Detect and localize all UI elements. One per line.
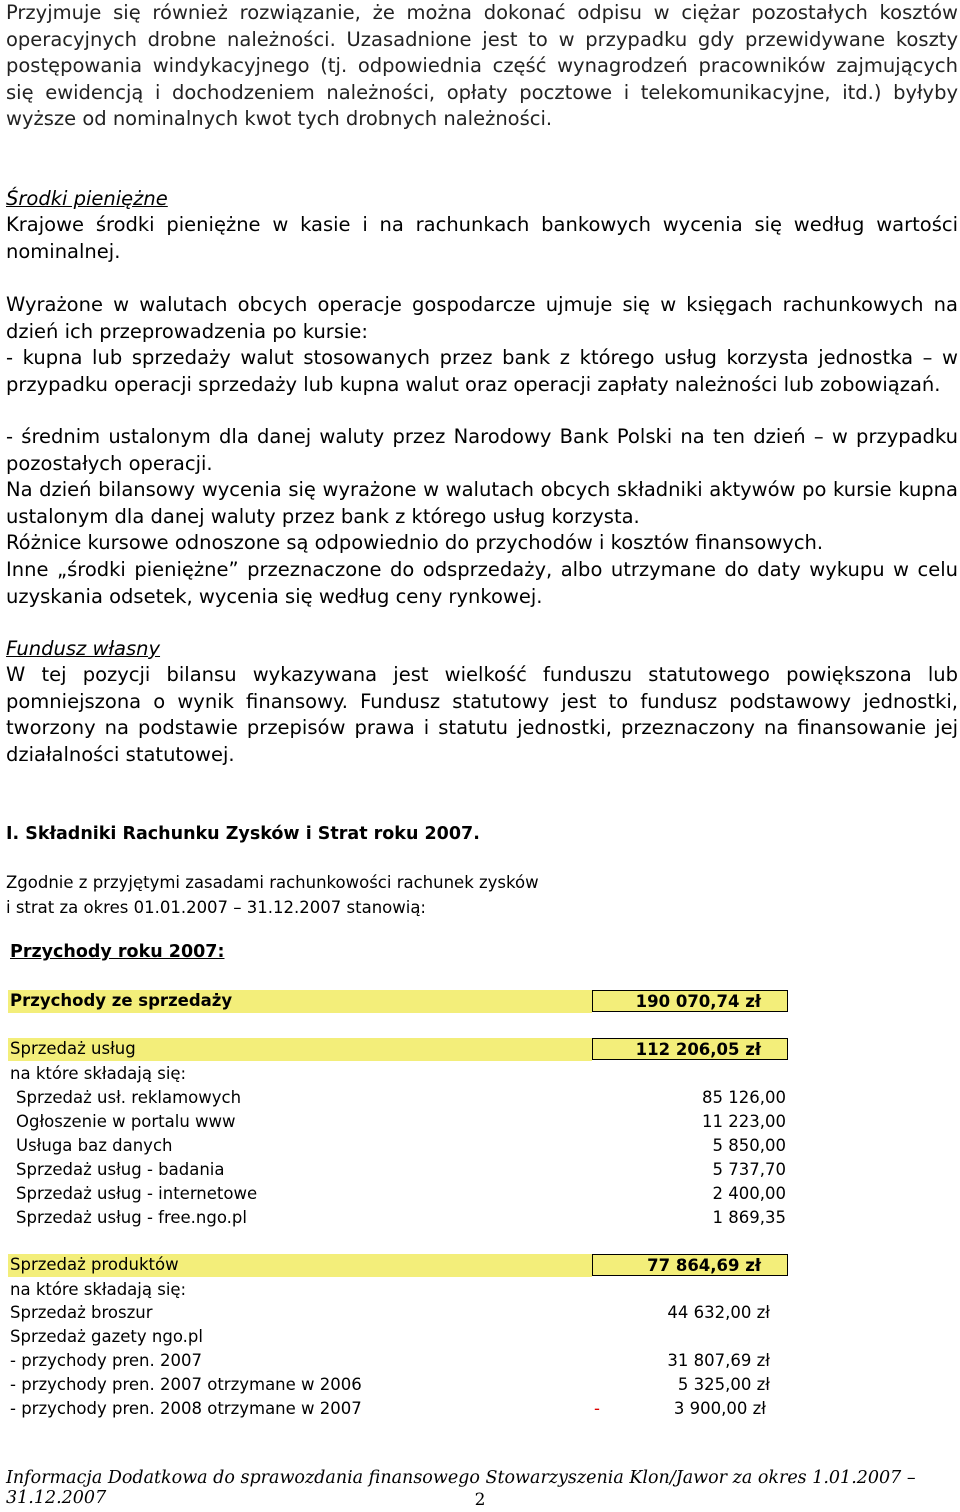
row-sales-total <box>0 990 960 1014</box>
table-row <box>0 1327 960 1351</box>
item-value: 11 223,00 <box>702 1112 786 1131</box>
item-label: Sprzedaż usług - internetowe <box>16 1184 258 1203</box>
row-composed-of <box>0 1064 960 1088</box>
paragraph-cash: Krajowe środki pieniężne w kasie i na rachunkach bankowych wycenia się według wartości nominalnej. <box>6 213 958 263</box>
section-title: I. Składniki Rachunku Zysków i Strat roku 2007. <box>6 824 480 844</box>
paragraph-fx-1: Wyrażone w walutach obcych operacje gospodarcze ujmuje się w księgach rachunkowych na dzień ich przeprowadzenia po kursie: <box>6 293 958 343</box>
item-value: 31 807,69 zł <box>667 1351 770 1370</box>
table-row <box>0 1136 960 1160</box>
item-value: 85 126,00 <box>702 1088 786 1107</box>
paragraph-fx-4: Na dzień bilansowy wycenia się wyrażone w walutach obcych składniki aktywów po kursie kupna ustalonym dla danej waluty przez bank z którego usług korzysta. <box>6 478 958 528</box>
item-label: Sprzedaż usług - free.ngo.pl <box>16 1208 247 1227</box>
item-value: 44 632,00 zł <box>667 1303 770 1322</box>
table-row <box>0 1399 960 1423</box>
page-number: 2 <box>474 1490 486 1510</box>
table-row <box>0 1375 960 1399</box>
paragraph-fx-2: - kupna lub sprzedaży walut stosowanych przez bank z którego usług korzysta jednostka – w przypadku operacji sprzedaży lub kupna walut oraz operacji zapłaty należności lub zobowiązań. <box>6 346 958 396</box>
table-row <box>0 1160 960 1184</box>
item-value: 5 850,00 <box>712 1136 786 1155</box>
item-label: Usługa baz danych <box>16 1136 173 1155</box>
sales-total-value: 190 070,74 zł <box>592 990 788 1012</box>
item-label: - przychody pren. 2007 otrzymane w 2006 <box>10 1375 362 1394</box>
item-label: Sprzedaż usł. reklamowych <box>16 1088 242 1107</box>
paragraph-fx-6: Inne „środki pieniężne” przeznaczone do odsprzedaży, albo utrzymane do daty wykupu w celu uzyskania odsetek, wycenia się według ceny rynkowej. <box>6 558 958 608</box>
section-intro-line1: Zgodnie z przyjętymi zasadami rachunkowości rachunek zysków <box>6 873 539 892</box>
table-row <box>0 1112 960 1136</box>
item-label: Sprzedaż usług - badania <box>16 1160 225 1179</box>
paragraph-receivables-writeoff: Przyjmuje się również rozwiązanie, że można dokonać odpisu w ciężar pozostałych kosztów operacyjnych drobne należności. Uzasadnione jest to w przypadku gdy przewidywane koszty postępowania windykacyjnego (tj. odpowiednia część wynagrodzeń pracowników zajmujących się ewidencją i dochodzeniem należności, opłaty pocztowe i telekomunikacyjne, itd.) byłyby wyższe od nominalnych kwot tych drobnych należności. <box>6 1 958 130</box>
table-row <box>0 1208 960 1232</box>
composed-of-label: na które składają się: <box>10 1280 187 1299</box>
footer-text: Informacja Dodatkowa do sprawozdania finansowego Stowarzyszenia Klon/Jawor za okres 1.01.2007 – 31.12.2007 <box>6 1468 916 1508</box>
item-label: - przychody pren. 2008 otrzymane w 2007 <box>10 1399 362 1418</box>
table-row <box>0 1303 960 1327</box>
products-label: Sprzedaż produktów <box>10 1255 179 1274</box>
row-services-total <box>0 1038 960 1062</box>
paragraph-fx-3: - średnim ustalonym dla danej waluty przez Narodowy Bank Polski na ten dzień – w przypadku pozostałych operacji. <box>6 425 958 475</box>
item-value: 2 400,00 <box>712 1184 786 1203</box>
item-value: 1 869,35 <box>712 1208 786 1227</box>
services-value: 112 206,05 zł <box>592 1038 788 1060</box>
item-label: Sprzedaż gazety ngo.pl <box>10 1327 203 1346</box>
item-value: 5 737,70 <box>712 1160 786 1179</box>
table-row <box>0 1351 960 1375</box>
composed-of-label: na które składają się: <box>10 1064 187 1083</box>
paragraph-fx-5: Różnice kursowe odnoszone są odpowiednio do przychodów i kosztów finansowych. <box>6 531 824 554</box>
heading-cash: Środki pieniężne <box>6 187 168 210</box>
sales-total-label: Przychody ze sprzedaży <box>10 991 233 1010</box>
services-label: Sprzedaż usług <box>10 1039 136 1058</box>
heading-own-fund: Fundusz własny <box>6 637 161 660</box>
minus-sign: - <box>594 1399 600 1418</box>
row-products-total <box>0 1254 960 1278</box>
item-label: Ogłoszenie w portalu www <box>16 1112 236 1131</box>
row-products-composed-of <box>0 1280 960 1304</box>
paragraph-own-fund: W tej pozycji bilansu wykazywana jest wielkość funduszu statutowego powiększona lub pomniejszona o wynik finansowy. Fundusz statutowy jest to fundusz podstawowy jednostki, tworzony na podstawie przepisów prawa i statutu jednostki, przeznaczony na finansowanie jej działalności statutowej. <box>6 663 958 766</box>
products-value: 77 864,69 zł <box>592 1254 788 1276</box>
revenue-heading: Przychody roku 2007: <box>10 942 225 962</box>
item-label: Sprzedaż broszur <box>10 1303 153 1322</box>
table-row <box>0 1088 960 1112</box>
section-intro-line2: i strat za okres 01.01.2007 – 31.12.2007 stanowią: <box>6 898 426 917</box>
item-value: 3 900,00 zł <box>673 1399 766 1418</box>
item-value: 5 325,00 zł <box>677 1375 770 1394</box>
item-label: - przychody pren. 2007 <box>10 1351 202 1370</box>
table-row <box>0 1184 960 1208</box>
